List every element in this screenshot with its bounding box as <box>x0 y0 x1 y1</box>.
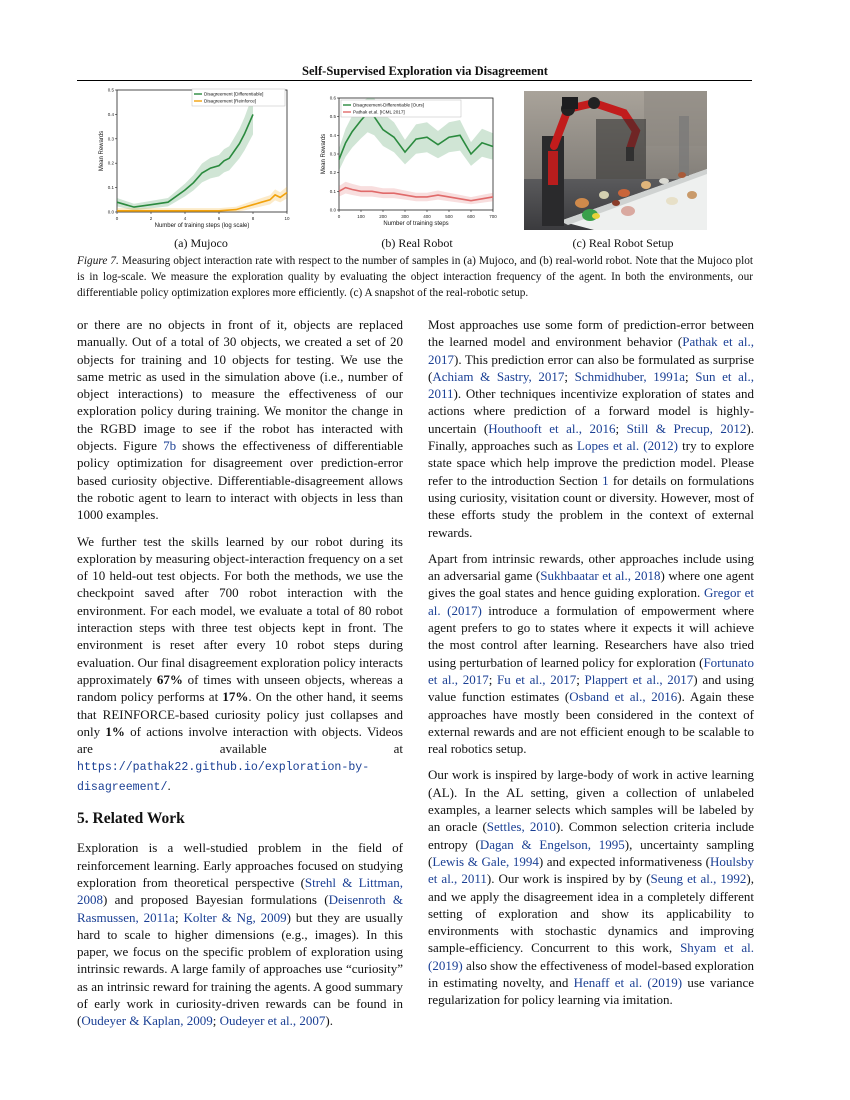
y-tick-label: 0.4 <box>107 111 114 117</box>
y-tick-label: 0.3 <box>107 136 114 142</box>
citation-link[interactable]: Osband et al., 2016 <box>569 689 678 705</box>
citation-link[interactable]: Gregor et al. (2017) <box>428 585 754 618</box>
legend-label: Disagreement [Reinforce] <box>204 98 257 104</box>
citation-link[interactable]: Deisenroth & Rasmussen, 2011a <box>77 892 403 925</box>
paragraph: Our work is inspired by large-body of work in active learning (AL). In the AL setting, given a collection of unlabeled examples, a learner selects which samples will be labeled by an oracle (Settles, 2010). Common selection criteria include entropy (Dagan & Engelson, 1995), uncertainty sampling (Lewis & Gale, 1994) and expected informativeness (Houlsby et al., 2011). Our work is inspired by by (Seung et al., 1992), and we apply the disagreement idea in a completely different setting of exploration and show its applicability to environments with stochastic dynamics and improving sample-efficiency. Concurrent to this work, Shyam et al. (2019) also show the effectiveness of model-based exploration in estimating novelty, and Henaff et al. (2019) use variance regularization for policy learning via imitation. <box>428 767 755 1008</box>
x-tick-label: 6 <box>217 216 221 221</box>
x-tick-label: 10 <box>284 216 290 221</box>
citation-link[interactable]: Seung et al., 1992 <box>650 871 747 887</box>
caption-label: Figure 7. <box>77 255 119 267</box>
x-tick-label: 600 <box>467 214 475 219</box>
figure-caption <box>77 253 753 301</box>
citation-link[interactable]: Kolter & Ng, 2009 <box>183 909 287 925</box>
paragraph: Apart from intrinsic rewards, other approaches include using an adversarial game (Sukhbaatar et al., 2018) where one agent gives the goal states and hence guiding exploration. Gregor et al. (2017) introduce a formulation of empowerment where agent prefers to go to states where it expects it will achieve the most control after learning. Researchers have also tried using perturbation of learned policy for exploration (Fortunato et al., 2017; Fu et al., 2017; Plappert et al., 2017) and using value function estimates (Osband et al., 2016). Again these approaches have mostly been considered in the context of external rewards and are not efficient enough to be scalable to real robotics setup. <box>428 550 755 757</box>
left-column <box>77 316 403 1039</box>
x-tick-label: 4 <box>183 216 187 221</box>
x-tick-label: 500 <box>445 214 453 219</box>
running-header: Self-Supervised Exploration via Disagreement <box>302 64 548 78</box>
y-tick-label: 0.1 <box>329 188 336 194</box>
citation-link[interactable]: Schmidhuber, 1991a <box>574 368 686 384</box>
paragraph: Most approaches use some form of prediction-error between the learned model and environment behavior (Pathak et al., 2017). This prediction error can also be formulated as surprise (Achiam & Sastry, 2017; Schmidhuber, 1991a; Sun et al., 2011). Other techniques incentivize exploration of states and actions where prediction of a forward model is highly-uncertain (Houthooft et al., 2016; Still & Precup, 2012). Finally, approaches such as Lopes et al. (2012) try to explore state space which help improve the prediction model. Please refer to the introduction Section 1 for details on formulations using curiosity, visitation count or diversity. However, most of these efforts study the problem in the context of external rewards. <box>428 317 754 540</box>
y-axis-label: Mean Rewards <box>99 130 105 172</box>
citation-link[interactable]: Henaff et al. (2019) <box>573 974 683 990</box>
y-tick-label: 0.1 <box>107 185 114 191</box>
citation-link[interactable]: Oudeyer & Kaplan, 2009 <box>81 1013 213 1029</box>
citation-link[interactable]: Fu et al., 2017 <box>497 671 577 687</box>
right-column <box>428 316 754 1018</box>
section-heading: 5. Related Work <box>77 810 185 828</box>
citation-link[interactable]: Strehl & Littman, 2008 <box>77 874 403 908</box>
figure-ref-link[interactable]: 7b <box>163 438 177 454</box>
subcaption-a: (a) Mujoco <box>174 236 228 250</box>
y-tick-label: 0.5 <box>107 87 114 93</box>
citation-link[interactable]: Fortunato et al., 2017 <box>428 654 754 687</box>
caption-text: Measuring object interaction rate with respect to the number of samples in (a) Mujoco, and (b) real-world robot. Note that the Mujoco plot is in log-scale. We measure the exploration quality by evaluating the object interaction frequency of the agent. In both the environments, our differentiable policy optimization explores more efficiently. (c) A snapshot of the real-robotic setup. <box>77 255 754 299</box>
figure-7c-robot-photo <box>524 91 707 230</box>
legend-label: Disagreement [Differentiable] <box>204 91 264 97</box>
citation-link[interactable]: Houthooft et al., 2016 <box>488 420 616 436</box>
citation-link[interactable]: Dagan & Engelson, 1995 <box>479 836 625 852</box>
y-tick-label: 0.0 <box>107 209 114 215</box>
x-tick-label: 200 <box>379 214 387 219</box>
x-tick-label: 8 <box>251 216 255 221</box>
citation-link[interactable]: Lewis & Gale, 1994 <box>432 853 539 869</box>
x-tick-label: 2 <box>149 216 153 221</box>
y-tick-label: 0.5 <box>329 114 336 120</box>
citation-link[interactable]: Houlsby et al., 2011 <box>428 853 754 887</box>
y-axis-label: Mean Rewards <box>321 133 327 175</box>
paragraph: or there are no objects in front of it, objects are replaced manually. Out of a total of 30 objects, we created a set of 20 objects for training and 10 objects for testing. We use the same metric as used in the simulation above (i.e., number of object interactions) to measure the effectiveness of our exploration policy during training. We monitor the change in the RGBD image to see if the robot has interacted with objects. Figure 7b shows the effectiveness of differentiable policy optimization for disagreement over prediction-error based curiosity objective. Differentiable-disagreement allows the robotic agent to learn to interact with objects in less than 1000 examples. <box>77 317 403 523</box>
x-tick-label: 0 <box>115 216 119 221</box>
section-ref-link[interactable]: 1 <box>602 472 609 488</box>
paragraph: We further test the skills learned by our robot during its exploration by measuring object-interaction frequency on a set of 10 held-out test objects. For both the methods, we use the checkpoint saved after 700 robot interaction with the environment. For each model, we evaluate a total of 80 robot interaction steps with three test objects kept in front. The environment is reset after every 10 robot steps during evaluation. Our final disagreement exploration policy interacts approximately 67% of times with unseen objects, whereas a random policy performs at 17%. On the other hand, it seems that REINFORCE-based curiosity policy just collapses and only 1% of actions involve interaction with objects. Videos are available at https://pathak22.github.io/exploration-by-disagreement/. <box>77 533 404 794</box>
video-url-link[interactable]: https://pathak22.github.io/exploration-by-disagreement/ <box>77 761 370 794</box>
citation-link[interactable]: Settles, 2010 <box>486 819 556 835</box>
y-tick-label: 0.6 <box>329 95 336 101</box>
figure-7b-real-robot-plot <box>318 94 503 232</box>
y-tick-label: 0.3 <box>329 151 336 157</box>
legend-label: Pathak et.al. [ICML 2017] <box>353 109 405 115</box>
y-tick-label: 0.2 <box>329 170 336 176</box>
citation-link[interactable]: Oudeyer et al., 2007 <box>219 1013 326 1029</box>
citation-link[interactable]: Pathak et al., 2017 <box>428 334 754 367</box>
x-tick-label: 400 <box>423 214 431 219</box>
subcaption-c: (c) Real Robot Setup <box>572 236 674 250</box>
header-rule <box>77 80 752 81</box>
x-axis-label: Number of training steps (log scale) <box>154 223 250 229</box>
citation-link[interactable]: Sukhbaatar et al., 2018 <box>540 568 661 584</box>
figure-7a-mujoco-plot <box>97 86 297 232</box>
x-tick-label: 700 <box>489 214 497 219</box>
y-tick-label: 0.4 <box>329 132 336 138</box>
y-tick-label: 0.2 <box>107 160 114 166</box>
paragraph: Exploration is a well-studied problem in the field of reinforcement learning. Early approaches focused on studying exploration from theoretical perspective (Strehl & Littman, 2008) and proposed Bayesian formulations (Deisenroth & Rasmussen, 2011a; Kolter & Ng, 2009) but they are usually hard to scale to higher dimensions (e.g., images). In this paper, we focus on the specific problem of exploration using intrinsic rewards. A large family of approaches use “curiosity” as an intrinsic reward for training the agents. A good summary of early work in curiosity-driven rewards can be found in (Oudeyer & Kaplan, 2009; Oudeyer et al., 2007). <box>77 840 403 1029</box>
subcaption-b: (b) Real Robot <box>381 236 453 250</box>
x-axis-label: Number of training steps <box>383 221 449 227</box>
citation-link[interactable]: Sun et al., 2011 <box>428 368 754 402</box>
citation-link[interactable]: Plappert et al., 2017 <box>584 671 694 687</box>
citation-link[interactable]: Achiam & Sastry, 2017 <box>432 368 565 384</box>
x-tick-label: 300 <box>401 214 409 219</box>
x-tick-label: 100 <box>357 214 365 219</box>
legend-label: Disagreement-Differentiable [Ours] <box>353 102 424 108</box>
y-tick-label: 0.0 <box>329 207 336 213</box>
citation-link[interactable]: Still & Precup, 2012 <box>626 420 747 436</box>
plot-frame <box>117 90 287 212</box>
citation-link[interactable]: Lopes et al. (2012) <box>577 438 678 454</box>
x-tick-label: 0 <box>337 214 341 219</box>
citation-link[interactable]: Shyam et al. (2019) <box>428 940 754 973</box>
